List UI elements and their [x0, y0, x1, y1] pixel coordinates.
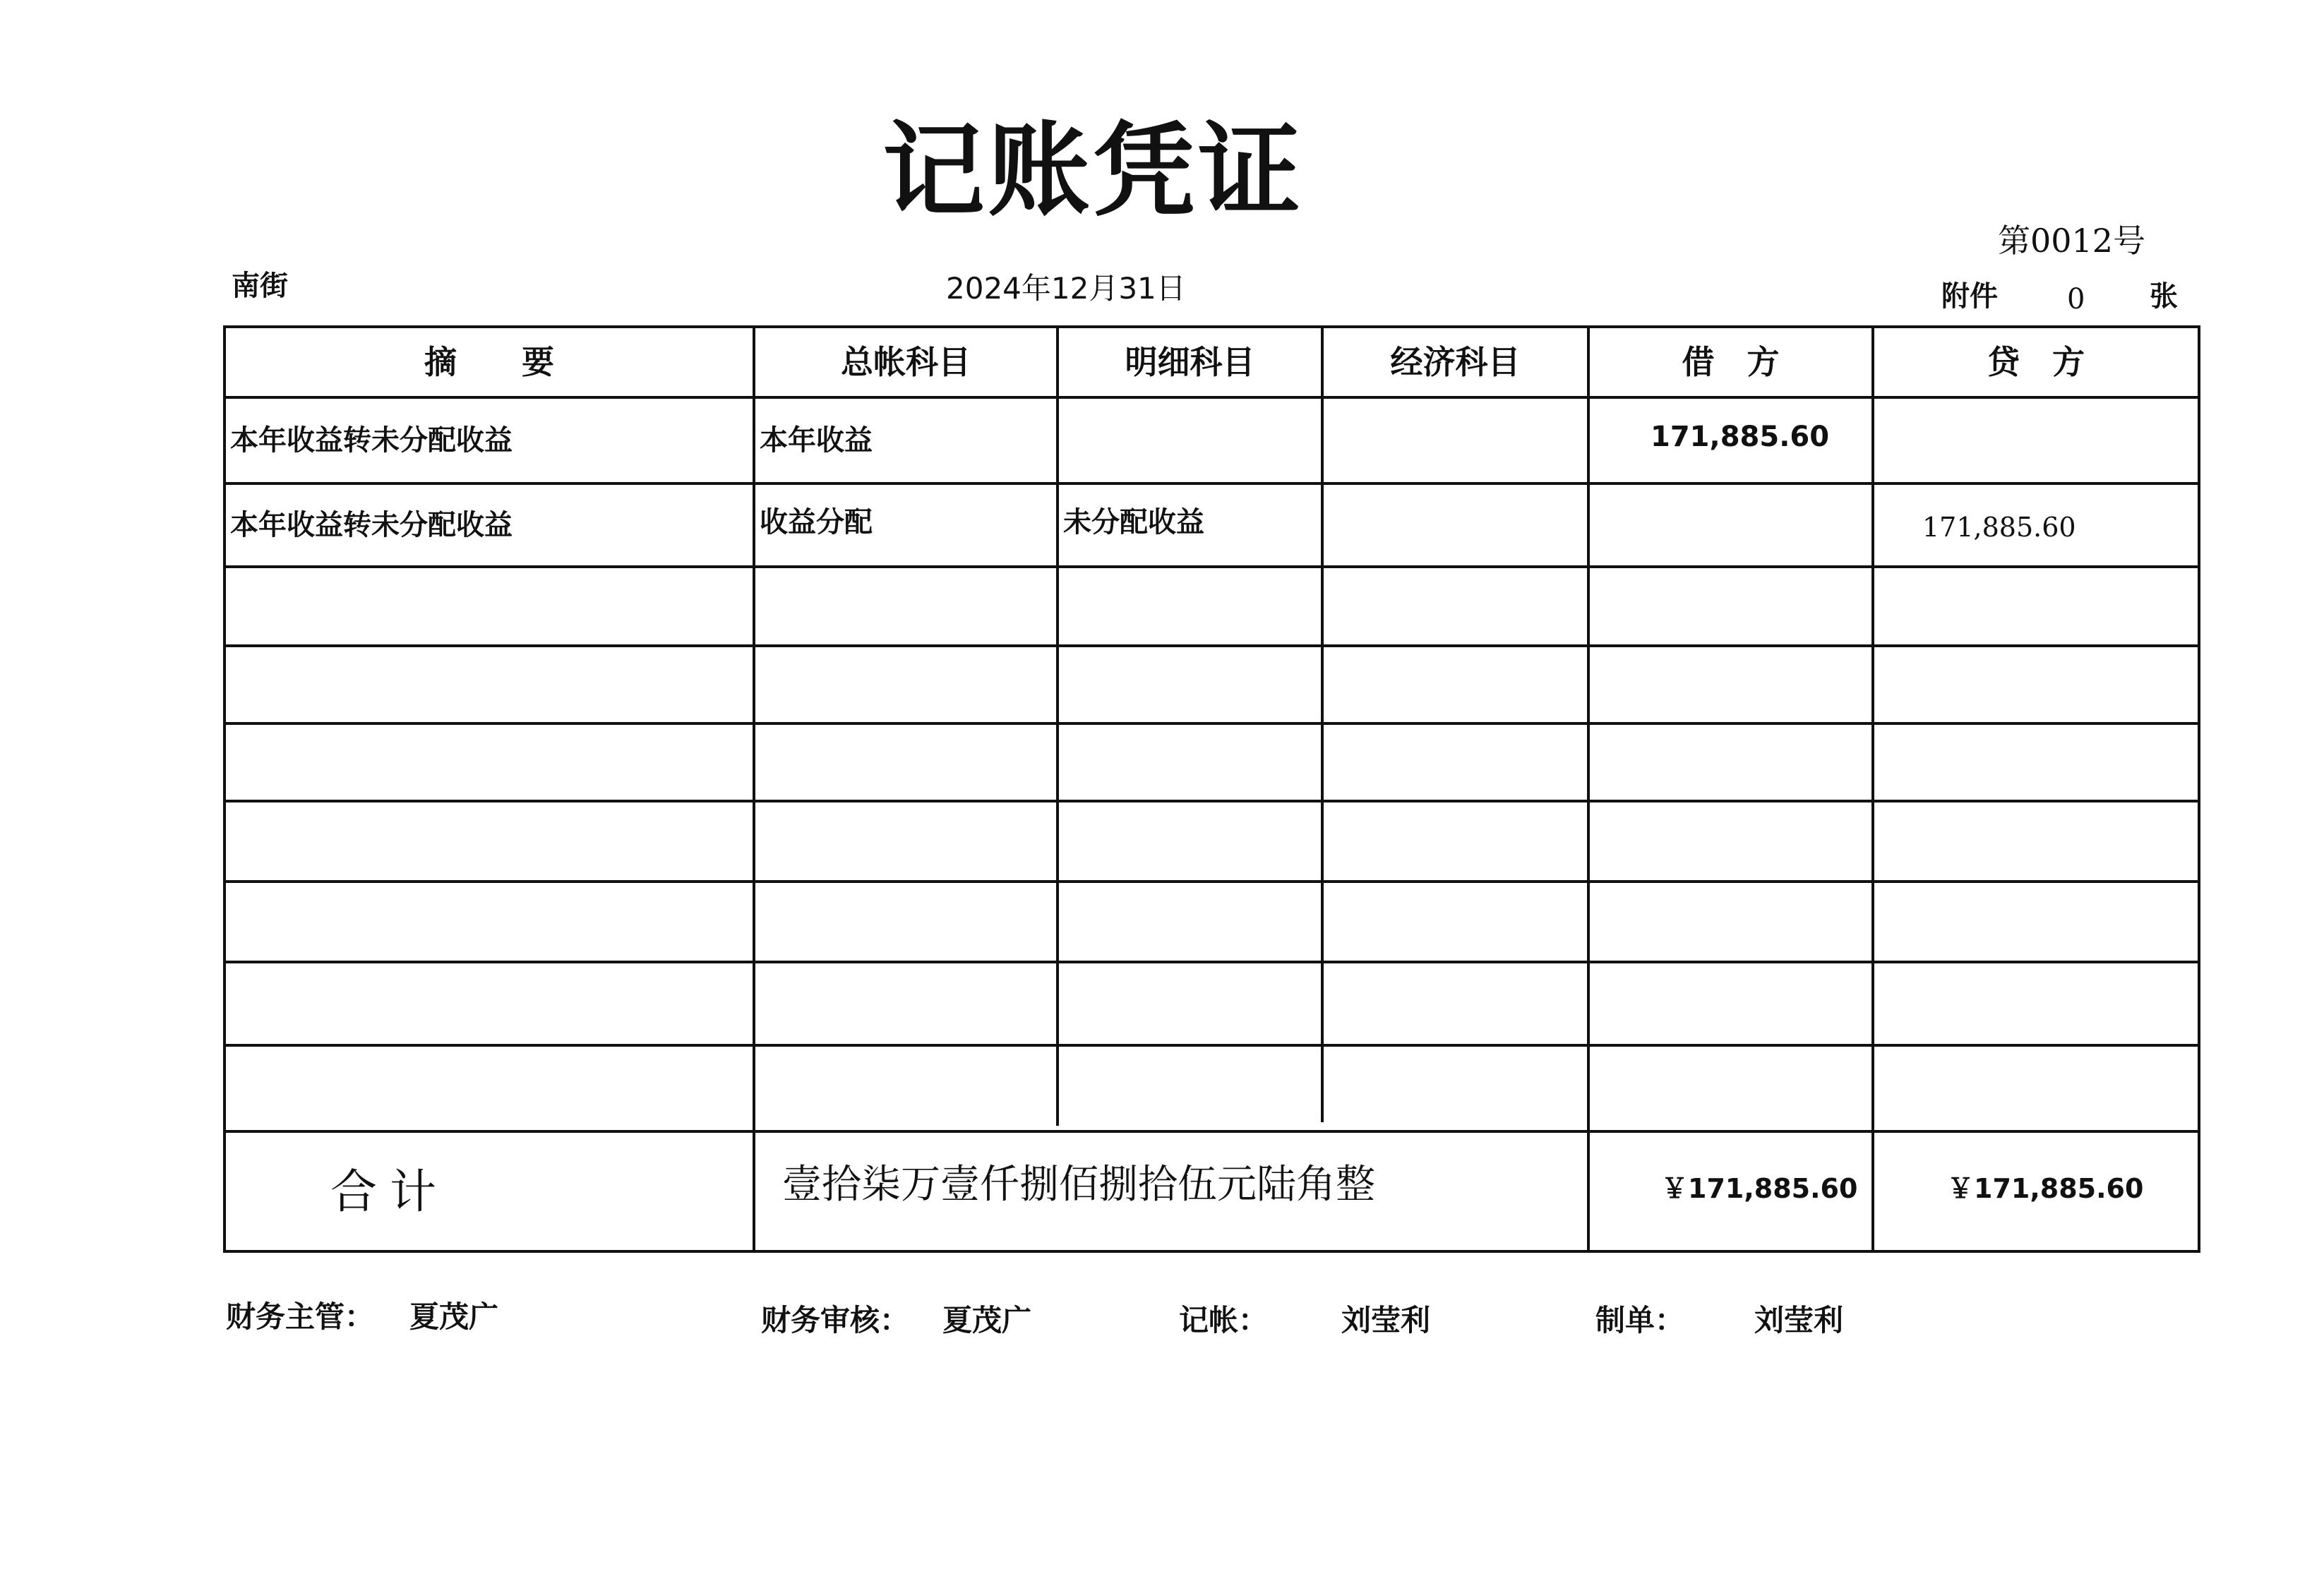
- entry-2-credit: 171,885.60: [1922, 512, 2076, 543]
- entry-1-economic-account: [1322, 397, 1594, 483]
- header-summary: 摘 要: [424, 343, 554, 381]
- entry-2-summary: 本年收益转未分配收益: [230, 509, 513, 541]
- entry-1-summary: 本年收益转未分配收益: [230, 424, 513, 457]
- auditor-label: 财务审核：: [761, 1303, 910, 1337]
- entry-1-debit: 171,885.60: [1651, 421, 1830, 453]
- total-amount-in-words: 壹拾柒万壹仟捌佰捌拾伍元陆角整: [782, 1162, 1375, 1208]
- unit-name: 南街: [232, 270, 288, 302]
- header-credit: 贷 方: [1987, 343, 2085, 381]
- bookkeeper-name: 刘莹利: [1341, 1303, 1431, 1337]
- attachment-count: 0: [2067, 283, 2085, 315]
- attachment-label: 附件: [1941, 280, 1998, 313]
- total-credit: ￥171,885.60: [1947, 1173, 2144, 1204]
- header-general-account: 总帐科目: [841, 343, 971, 381]
- entry-1-detail-account: [1058, 397, 1328, 483]
- entry-2-detail-account: 未分配收益: [1063, 506, 1204, 539]
- total-label: 合计: [330, 1165, 449, 1219]
- entry-1-general-account: 本年收益: [760, 424, 873, 457]
- header-detail-account: 明细科目: [1125, 343, 1255, 381]
- voucher-title: 记账凭证: [882, 111, 1303, 231]
- header-debit: 借 方: [1682, 343, 1780, 381]
- header-economic-account: 经济科目: [1390, 343, 1521, 381]
- voucher-number: 第0012号: [1998, 222, 2146, 260]
- entry-2-economic-account: [1322, 483, 1594, 567]
- supervisor-label: 财务主管：: [226, 1299, 375, 1334]
- entry-1-credit: [1922, 397, 2198, 483]
- supervisor-name: 夏茂广: [409, 1299, 499, 1334]
- entry-2-general-account: 收益分配: [760, 506, 873, 539]
- voucher-date: 2024年12月31日: [946, 271, 1186, 306]
- attachment-unit: 张: [2150, 280, 2178, 313]
- preparer-name: 刘莹利: [1754, 1303, 1844, 1337]
- bookkeeper-label: 记帐：: [1179, 1303, 1269, 1337]
- preparer-label: 制单：: [1595, 1303, 1685, 1337]
- total-debit: ￥171,885.60: [1661, 1173, 1858, 1204]
- auditor-name: 夏茂广: [942, 1303, 1032, 1337]
- entry-2-debit: [1651, 483, 1873, 567]
